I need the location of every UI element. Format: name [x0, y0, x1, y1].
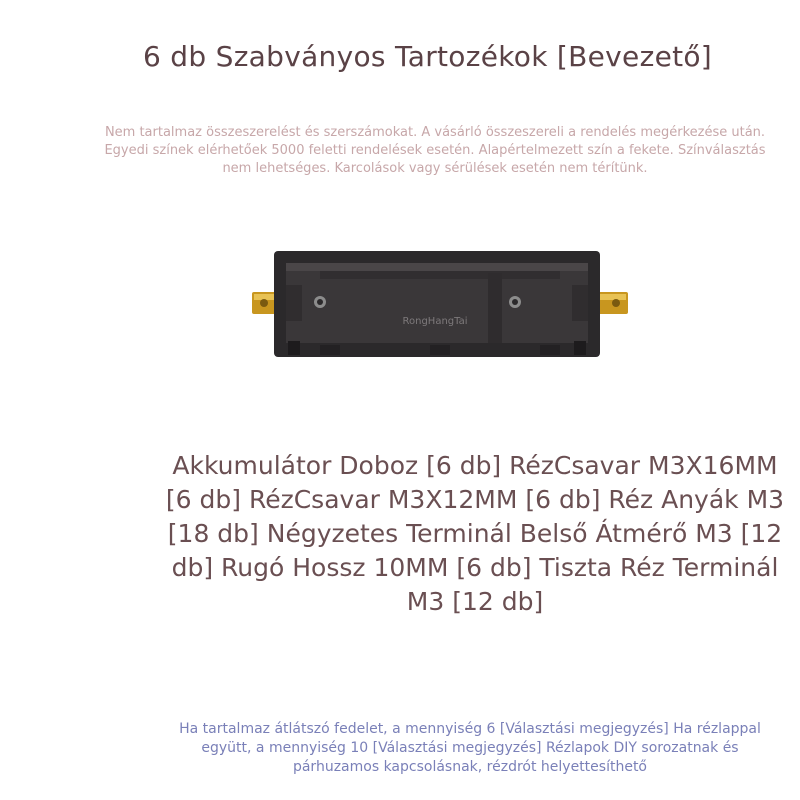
- product-description: Akkumulátor Doboz [6 db] RézCsavar M3X16MM [6 db] RézCsavar M3X12MM [6 db] Réz Anyák M3 [18 db] Négyzetes Terminál Belső Átmérő M3 [12 db] Rugó Hossz 10MM [6 db] Tiszta Réz Terminál M3 [12 db]: [165, 451, 785, 616]
- selection-footnote: Ha tartalmaz átlátszó fedelet, a mennyiség 6 [Választási megjegyzés] Ha rézlappal együtt, a mennyiség 10 [Választási megjegyzés] Rézlapok DIY sorozatnak és párhuzamos kapcsolásnak, rézdrót helyettesíthető: [179, 721, 761, 775]
- page-title: 6 db Szabványos Tartozékok [Bevezető]: [142, 40, 713, 73]
- embossed-brand-text: RongHangTai: [402, 316, 468, 327]
- battery-box-image: [240, 245, 640, 365]
- battery-box-body: [274, 251, 600, 357]
- notice-text: Nem tartalmaz összeszerelést és szerszámokat. A vásárló összeszereli a rendelés megérkezése után. Egyedi színek elérhetőek 5000 feletti rendelések esetén. Alapértelmezett szín a fekete. Színválasztás nem lehetséges. Karcolások vagy sérülések esetén nem térítünk.: [104, 125, 766, 176]
